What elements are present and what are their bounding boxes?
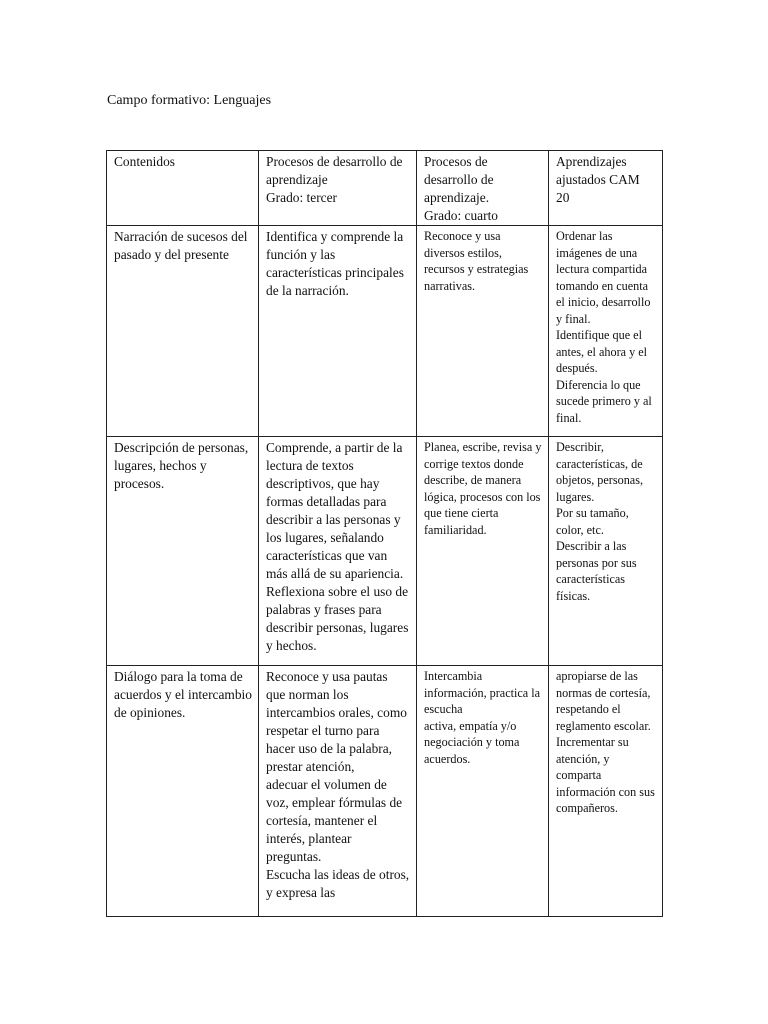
cell-cuarto-text: Intercambia información, practica la escucha activa, empatía y/o negociación y toma acuerdos. [424, 669, 541, 766]
header-procesos-tercer [259, 151, 417, 226]
table-row [107, 666, 663, 917]
header-contenidos [107, 151, 259, 226]
campo-formativo-heading: Campo formativo: Lenguajes [107, 93, 272, 108]
cell-cuarto [417, 666, 549, 917]
cell-contenido [107, 666, 259, 917]
cell-contenido-text: Narración de sucesos del pasado y del presente [114, 229, 248, 262]
cell-contenido [107, 437, 259, 666]
cell-cuarto [417, 226, 549, 437]
cell-tercer-text: Identifica y comprende la función y las características principales de la narración. [266, 229, 404, 298]
curriculum-table [106, 150, 663, 917]
cell-contenido-text: Descripción de personas, lugares, hechos y procesos. [114, 440, 249, 491]
cell-cam [549, 666, 663, 917]
cell-contenido [107, 226, 259, 437]
cell-cam [549, 437, 663, 666]
cell-cam-text: apropiarse de las normas de cortesía, respetando el reglamento escolar. Incrementar su atención, y comparta información con sus compañeros. [556, 669, 655, 815]
header-procesos-tercer-text: Procesos de desarrollo de aprendizaje Grado: tercer [266, 154, 403, 205]
cell-cam-text: Describir, características, de objetos, personas, lugares. Por su tamaño, color, etc. Describir a las personas por sus características físicas. [556, 440, 643, 603]
cell-tercer-text: Comprende, a partir de la lectura de textos descriptivos, que hay formas detalladas para describir a las personas y los lugares, señalando características que van más allá de su apariencia. Reflexiona sobre el uso de palabras y frases para describir personas, lugares y hechos. [266, 440, 409, 653]
cell-tercer [259, 226, 417, 437]
header-procesos-cuarto-text: Procesos de desarrollo de aprendizaje. Grado: cuarto [424, 154, 498, 223]
table-row [107, 437, 663, 666]
cell-tercer-text: Reconoce y usa pautas que norman los intercambios orales, como respetar el turno para hacer uso de la palabra, prestar atención, adecuar el volumen de voz, emplear fórmulas de cortesía, mantener el interés, plantear preguntas. Escucha las ideas de otros, y expresa las [266, 669, 410, 900]
header-procesos-cuarto [417, 151, 549, 226]
cell-contenido-text: Diálogo para la toma de acuerdos y el intercambio de opiniones. [114, 669, 252, 720]
table-header-row [107, 151, 663, 226]
table-row [107, 226, 663, 437]
cell-cuarto-text: Reconoce y usa diversos estilos, recursos y estrategias narrativas. [424, 229, 529, 293]
cell-tercer [259, 437, 417, 666]
cell-cam [549, 226, 663, 437]
cell-cuarto [417, 437, 549, 666]
cell-cam-text: Ordenar las imágenes de una lectura compartida tomando en cuenta el inicio, desarrollo y final. Identifique que el antes, el ahora y el después. Diferencia lo que sucede primero y al final. [556, 229, 652, 425]
cell-tercer [259, 666, 417, 917]
cell-cuarto-text: Planea, escribe, revisa y corrige textos donde describe, de manera lógica, procesos con los que tiene cierta familiaridad. [424, 440, 542, 537]
header-aprendizajes-cam [549, 151, 663, 226]
header-contenidos-text: Contenidos [114, 154, 176, 169]
header-aprendizajes-cam-text: Aprendizajes ajustados CAM 20 [556, 154, 640, 205]
